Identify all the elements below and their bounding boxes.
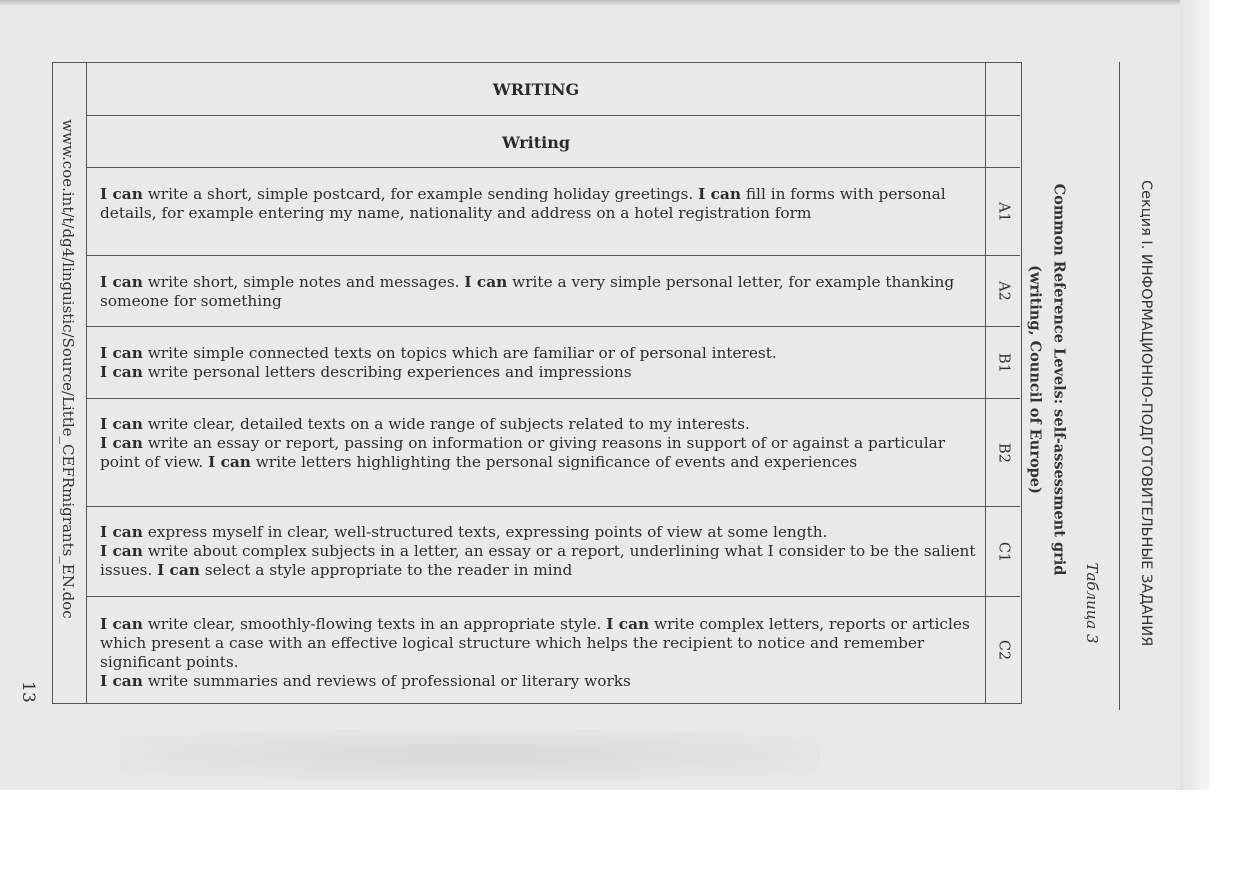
level-description: I can write clear, smoothly-flowing texts in an appropriate style. I can write complex letters, reports or articles which present a case with an effective logical structure which helps the recipient to notice and remember significant points. I can write summaries and reviews of professional or literary works	[100, 615, 970, 690]
level-cell	[985, 168, 1021, 255]
table-caption-subtitle: (writing, Council of Europe)	[1026, 265, 1044, 494]
page-edge	[1180, 0, 1210, 790]
table-heading-row	[87, 63, 1020, 116]
page-number: 13	[18, 681, 38, 703]
level-cell-empty	[985, 63, 1021, 115]
level-code: C1	[995, 541, 1012, 562]
table-subheading: Writing	[501, 133, 571, 152]
header-rule	[1119, 62, 1120, 710]
i-can-phrase: I can	[100, 615, 143, 633]
table-row	[87, 507, 1020, 597]
i-can-phrase: I can	[157, 561, 200, 579]
table-row	[87, 597, 1020, 703]
i-can-phrase: I can	[100, 434, 143, 452]
level-code: B2	[995, 442, 1012, 463]
section-header: Секция I. ИНФОРМАЦИОННО-ПОДГОТОВИТЕЛЬНЫЕ ЗАДАНИЯ	[1138, 180, 1154, 647]
level-description: I can write short, simple notes and messages. I can write a very simple personal letter, for example thanking someone for something	[100, 273, 955, 310]
i-can-phrase: I can	[698, 185, 741, 203]
i-can-phrase: I can	[100, 344, 143, 362]
self-assessment-table	[86, 62, 1022, 704]
i-can-phrase: I can	[100, 363, 143, 381]
level-code: A1	[995, 201, 1012, 222]
i-can-phrase: I can	[100, 415, 143, 433]
level-cell	[985, 327, 1021, 398]
level-cell	[985, 256, 1021, 326]
level-code: C2	[995, 639, 1012, 661]
table-row	[87, 327, 1020, 399]
source-url: www.coe.int/t/dg4/linguistic/Source/Little_CEFRmigrants_EN.doc	[59, 119, 77, 619]
top-shadow	[0, 0, 1190, 6]
i-can-phrase: I can	[100, 273, 143, 291]
i-can-phrase: I can	[100, 523, 143, 541]
level-code: B1	[995, 352, 1012, 373]
table-label: Таблица 3	[1083, 562, 1101, 644]
level-description: I can write simple connected texts on topics which are familiar or of personal interest. I can write personal letters describing experiences and impressions	[100, 344, 777, 381]
table-row	[87, 399, 1020, 507]
i-can-phrase: I can	[208, 453, 251, 471]
table-caption-title: Common Reference Levels: self-assessment grid	[1050, 183, 1068, 576]
scan-smudge	[120, 730, 820, 780]
level-description: I can write clear, detailed texts on a wide range of subjects related to my interests. I can write an essay or report, passing on information or giving reasons in support of or against a particular point of view. I can write letters highlighting the personal significance of events and experiences	[100, 415, 946, 471]
i-can-phrase: I can	[464, 273, 508, 291]
level-description: I can write a short, simple postcard, for example sending holiday greetings. I can fill in forms with personal details, for example entering my name, nationality and address on a hotel registration form	[100, 185, 946, 222]
table-row	[87, 256, 1020, 327]
level-code: A2	[995, 281, 1012, 301]
i-can-phrase: I can	[100, 542, 143, 560]
i-can-phrase: I can	[100, 185, 143, 203]
table-heading: WRITING	[492, 80, 580, 99]
level-description: I can express myself in clear, well-structured texts, expressing points of view at some length. I can write about complex subjects in a letter, an essay or a report, underlining what I consider to be the salient issues. I can select a style appropriate to the reader in mind	[100, 523, 976, 579]
table-row	[87, 168, 1020, 256]
level-cell	[985, 507, 1021, 596]
level-cell-empty	[985, 116, 1021, 167]
level-cell	[985, 597, 1021, 703]
i-can-phrase: I can	[100, 672, 143, 690]
level-cell	[985, 399, 1021, 506]
table-subheading-row	[87, 116, 1020, 168]
i-can-phrase: I can	[606, 615, 650, 633]
